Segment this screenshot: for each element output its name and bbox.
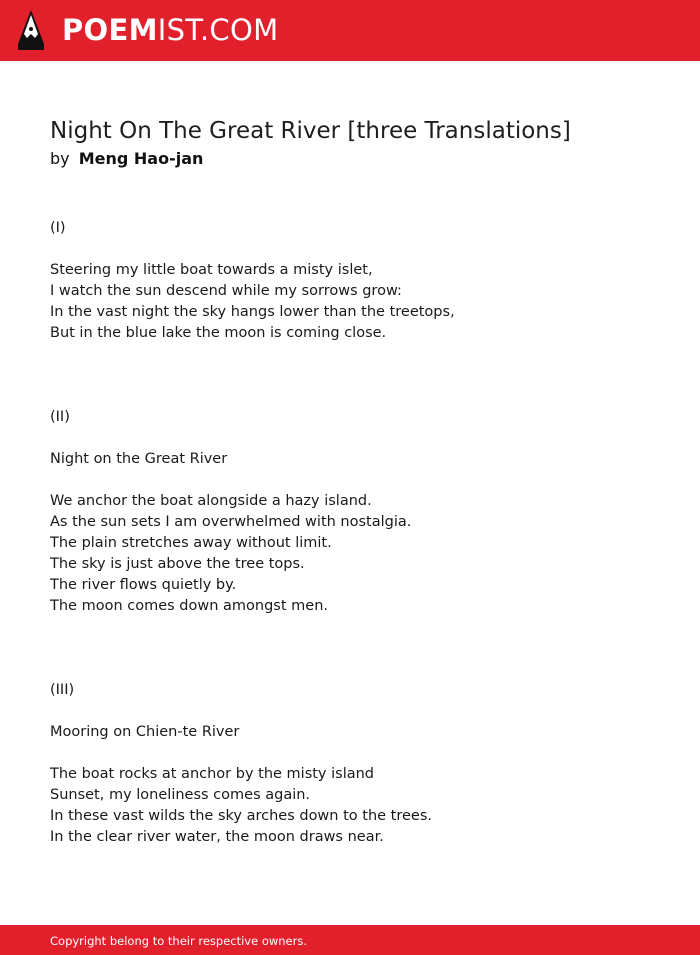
poem-line: In the clear river water, the moon draws near.	[50, 829, 384, 845]
logo-text-light: IST.COM	[157, 13, 279, 47]
poem-line	[50, 638, 670, 659]
poem-line	[50, 386, 670, 407]
poem-line	[50, 344, 670, 365]
poem-line: I watch the sun descend while my sorrows grow:	[50, 283, 402, 299]
pen-nib-icon	[17, 9, 45, 51]
site-logo[interactable]	[62, 12, 278, 48]
site-header	[0, 0, 700, 61]
poem-line	[50, 428, 670, 449]
byline	[50, 148, 670, 170]
poem-line	[50, 470, 670, 491]
poem-line: As the sun sets I am overwhelmed with nostalgia.	[50, 514, 412, 530]
poem-line: The river flows quietly by.	[50, 577, 237, 593]
page-title: Night On The Great River [three Translations]	[50, 118, 571, 144]
poem-line: In these vast wilds the sky arches down to the trees.	[50, 808, 432, 824]
poem-line: (II)	[50, 409, 70, 425]
poem-line: The boat rocks at anchor by the misty island	[50, 766, 375, 782]
poem-body	[50, 218, 670, 848]
poem-line: We anchor the boat alongside a hazy island.	[50, 493, 372, 509]
poem-line: But in the blue lake the moon is coming close.	[50, 325, 387, 341]
poem-line	[50, 617, 670, 638]
logo-text-bold: POEM	[62, 13, 158, 47]
poem-line: Sunset, my loneliness comes again.	[50, 787, 311, 803]
poem-line: The sky is just above the tree tops.	[50, 556, 305, 572]
poem-line: Night on the Great River	[50, 451, 228, 467]
poem-line: (III)	[50, 682, 75, 698]
poem-line: The moon comes down amongst men.	[50, 598, 328, 614]
poem-line: The plain stretches away without limit.	[50, 535, 332, 551]
poem-line	[50, 365, 670, 386]
poem-content	[50, 116, 670, 848]
poem-line	[50, 701, 670, 722]
poem-line: (I)	[50, 220, 66, 236]
by-label: by	[50, 149, 70, 168]
poem-line	[50, 239, 670, 260]
author-name: Meng Hao-jan	[78, 149, 204, 168]
copyright-text: Copyright belong to their respective owners.	[50, 934, 308, 948]
poem-line: Steering my little boat towards a misty islet,	[50, 262, 373, 278]
poem-line	[50, 743, 670, 764]
site-footer	[0, 925, 700, 955]
poem-line: In the vast night the sky hangs lower than the treetops,	[50, 304, 455, 320]
poem-line: Mooring on Chien-te River	[50, 724, 240, 740]
poem-line	[50, 659, 670, 680]
